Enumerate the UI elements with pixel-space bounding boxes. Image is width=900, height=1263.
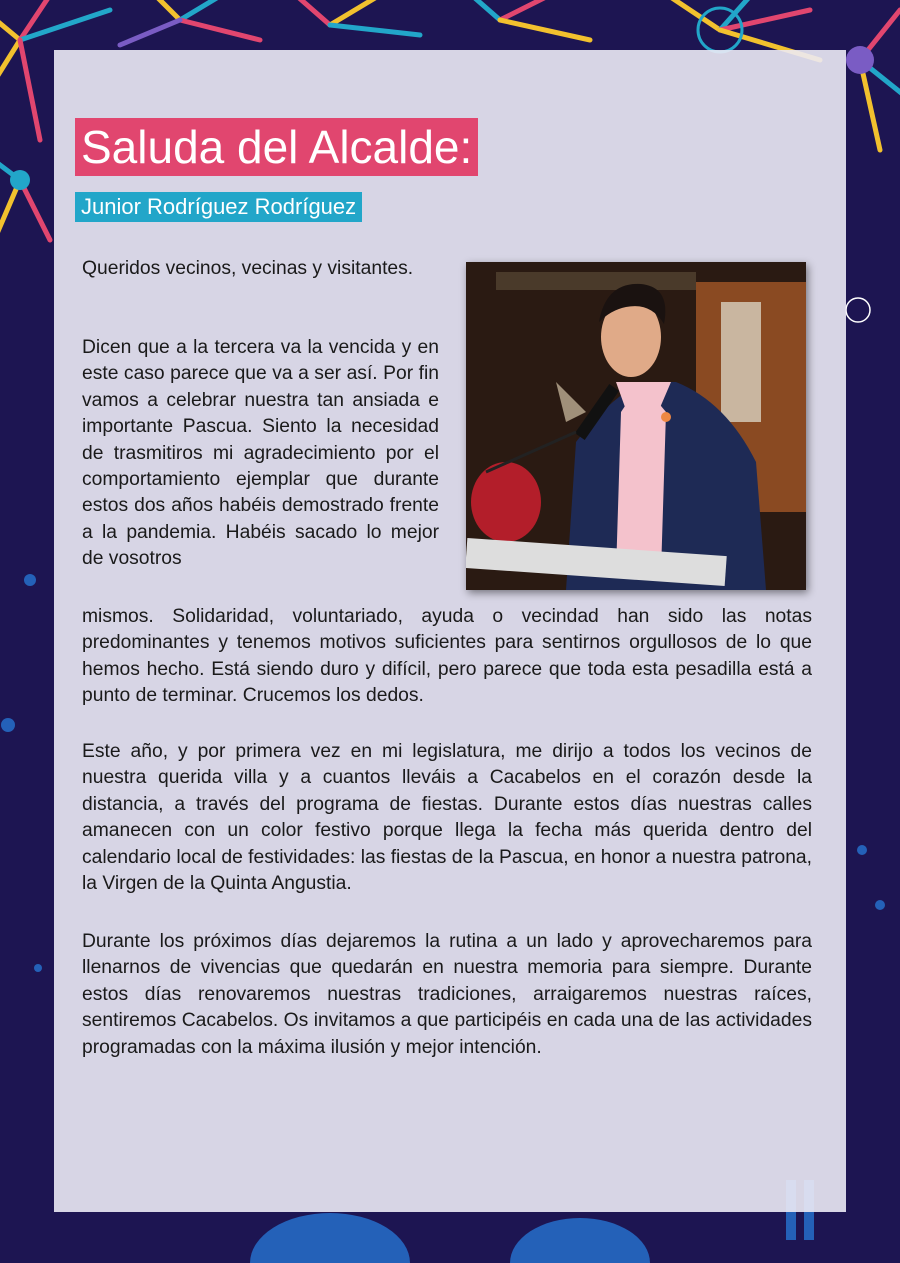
intro-text-column [82,335,439,573]
paragraph-2: Este año, y por primera vez en mi legislatura, me dirijo a todos los vecinos de nuestra querida villa y a cuantos lleváis a Cacabelos en el corazón desde la distancia, a través del programa de fiestas. Durante estos días nuestras calles amanecen con un color festivo porque llega la fecha más querida dentro del calendario local de festividades: las fiestas de la Pascua, en honor a nuestra patrona, la Virgen de la Quinta Angustia. [82,741,812,895]
greeting-paragraph: Queridos vecinos, vecinas y visitantes. [82,258,414,279]
second-text-block [82,739,812,897]
greeting-text [82,256,439,282]
mayor-photo [466,262,806,590]
author-subtitle: Junior Rodríguez Rodríguez [75,192,362,222]
paragraph-1-end: mismos. Solidaridad, voluntariado, ayuda o vecindad han sido las notas predominantes y tenemos motivos suficientes para sentirnos orgullosos de lo que hemos hecho. Está siendo duro y difícil, pero parece que toda esta pesadilla está a punto de terminar. Crucemos los dedos. [82,606,812,707]
page-title: Saluda del Alcalde: [75,118,478,176]
paragraph-1-start: Dicen que a la tercera va la vencida y en este caso parece que va a ser así. Por fin vamos a celebrar nuestra tan ansiada e importante Pascua. Siento la necesidad de trasmitiros mi agradecimiento por el comportamiento ejemplar que durante estos dos años habéis demostrado frente a la pandemia. Habéis sacado lo mejor de vosotros [82,337,439,570]
third-text-block [82,929,812,1061]
paragraph-3: Durante los próximos días dejaremos la rutina a un lado y aprovecharemos para llenarnos de vivencias que quedarán en nuestra memoria para siempre. Durante estos días renovaremos nuestras tradiciones, arraigaremos nuestras raíces, sentiremos Cacabelos. Os invitamos a que participéis en cada una de las actividades programadas con la máxima ilusión y mejor intención. [82,931,812,1058]
main-text-column [82,604,812,710]
